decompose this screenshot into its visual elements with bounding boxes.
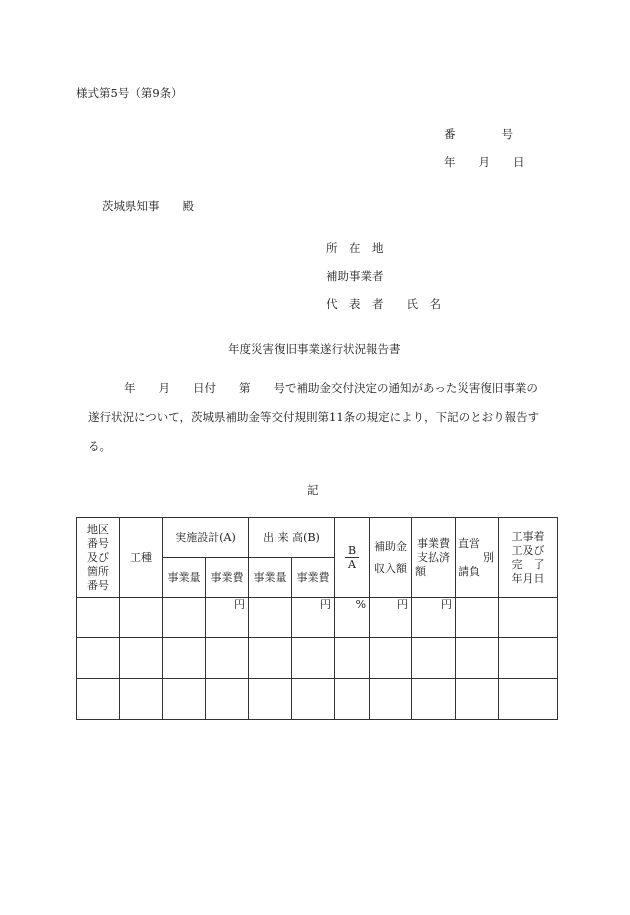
date-label: 年 月 日	[444, 155, 525, 169]
cell[interactable]	[249, 638, 292, 679]
unit-yen[interactable]: 円	[412, 598, 456, 638]
cell[interactable]	[370, 638, 412, 679]
table-row	[77, 638, 558, 679]
header-output: 出 来 高(B)	[249, 518, 335, 558]
cell[interactable]	[335, 638, 370, 679]
body-line-1: 年 月 日付 第 号で補助金交付決定の通知があった災害復旧事業の	[124, 381, 538, 395]
cell[interactable]	[120, 598, 163, 638]
header-district: 地区 番号 及び 箇所 番号	[77, 518, 120, 598]
cell[interactable]	[499, 598, 558, 638]
cell[interactable]	[456, 638, 499, 679]
addressee: 茨城県知事 殿	[102, 199, 194, 213]
unit-yen[interactable]: 円	[370, 598, 412, 638]
report-table	[76, 517, 558, 720]
cell[interactable]	[249, 679, 292, 720]
cell[interactable]	[163, 679, 206, 720]
cell[interactable]	[499, 679, 558, 720]
unit-yen[interactable]: 円	[206, 598, 249, 638]
header-design: 実施設計(A)	[163, 518, 249, 558]
cell[interactable]	[370, 679, 412, 720]
header-paid: 事業費 支払済 額	[412, 518, 456, 598]
unit-percent[interactable]: %	[335, 598, 370, 638]
cell[interactable]	[292, 679, 335, 720]
cell[interactable]	[456, 598, 499, 638]
cell[interactable]	[206, 638, 249, 679]
cell[interactable]	[163, 638, 206, 679]
cell[interactable]	[77, 638, 120, 679]
cell[interactable]	[335, 679, 370, 720]
ki-label: 記	[307, 483, 319, 497]
document-title: 年度災害復旧事業遂行状況報告書	[228, 342, 401, 356]
cell[interactable]	[456, 679, 499, 720]
table-row	[77, 679, 558, 720]
header-subsidy: 補助金 収入額	[370, 518, 412, 598]
header-output-qty: 事業量	[249, 558, 292, 598]
table-row	[77, 598, 558, 638]
header-ratio: $\frac{B}{A}$	[335, 518, 370, 598]
header-design-qty: 事業量	[163, 558, 206, 598]
body-line-3: る。	[88, 439, 111, 453]
unit-yen[interactable]: 円	[292, 598, 335, 638]
cell[interactable]	[77, 598, 120, 638]
business-label: 補助事業者	[326, 269, 384, 283]
header-direct: 直営 別 請負	[456, 518, 499, 598]
number-label: 番 号	[444, 127, 513, 141]
header-completion: 工事着 工及び 完 了 年月日	[499, 518, 558, 598]
cell[interactable]	[206, 679, 249, 720]
body-line-2: 遂行状況について，茨城県補助金等交付規則第11条の規定により，下記のとおり報告す	[88, 410, 540, 424]
cell[interactable]	[120, 638, 163, 679]
cell[interactable]	[412, 638, 456, 679]
header-work-type: 工種	[120, 518, 163, 598]
cell[interactable]	[120, 679, 163, 720]
address-label: 所 在 地	[326, 241, 384, 255]
cell[interactable]	[499, 638, 558, 679]
form-number: 様式第5号（第9条）	[76, 86, 183, 100]
header-design-cost: 事業費	[206, 558, 249, 598]
cell[interactable]	[163, 598, 206, 638]
header-output-cost: 事業費	[292, 558, 335, 598]
cell[interactable]	[412, 679, 456, 720]
cell[interactable]	[249, 598, 292, 638]
representative-label: 代 表 者 氏 名	[326, 297, 441, 311]
cell[interactable]	[77, 679, 120, 720]
cell[interactable]	[292, 638, 335, 679]
